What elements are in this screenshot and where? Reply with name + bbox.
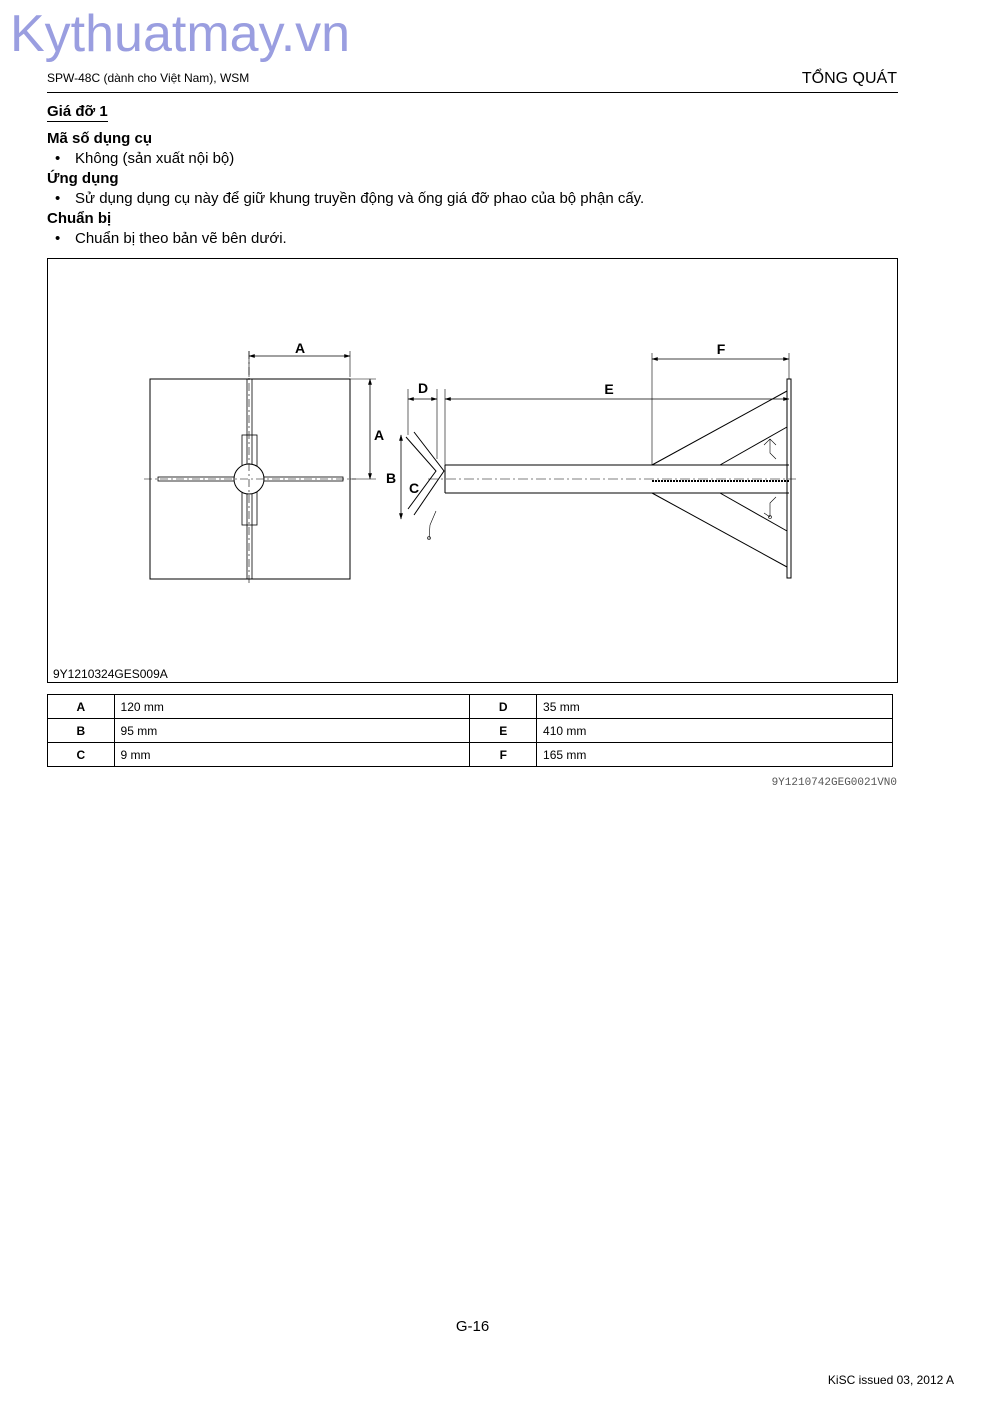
technical-drawing	[48, 259, 897, 682]
dimension-value: 120 mm	[114, 695, 470, 719]
bullet-preparation	[55, 230, 287, 247]
upper-brace-outer	[652, 391, 787, 465]
dimension-value: 410 mm	[537, 719, 893, 743]
bullet-symbol: •	[55, 150, 61, 167]
bent-bracket-outer	[406, 437, 436, 509]
dimension-key: C	[48, 743, 115, 767]
header-section-name: TỔNG QUÁT	[801, 70, 897, 87]
table-row	[48, 695, 893, 719]
bullet-symbol: •	[55, 190, 61, 207]
label-d: D	[417, 380, 429, 396]
bullet-tool-code	[55, 150, 234, 167]
header-divider	[47, 92, 898, 93]
dimension-key: D	[470, 695, 537, 719]
end-plate	[787, 379, 791, 578]
bullet-text: Sử dụng dụng cụ này để giữ khung truyền động và ống giá đỡ phao của bộ phận cấy.	[75, 190, 645, 207]
dimensions-table	[47, 694, 893, 767]
heading-preparation: Chuẩn bị	[47, 210, 112, 227]
dimension-value: 165 mm	[537, 743, 893, 767]
label-e: E	[604, 381, 614, 397]
issued-note: KiSC issued 03, 2012 A	[827, 1373, 954, 1387]
dimension-key: E	[470, 719, 537, 743]
table-row	[48, 743, 893, 767]
upper-brace-inner	[720, 427, 787, 465]
heading-tool-code: Mã số dụng cụ	[47, 130, 152, 147]
watermark-logo: Kythuatmay.vn	[10, 5, 351, 63]
lower-brace-inner	[720, 493, 787, 531]
section-title: Giá đỡ 1	[47, 103, 108, 120]
bullet-text: Không (sản xuất nội bộ)	[75, 150, 235, 167]
page-number: G-16	[455, 1318, 490, 1335]
technical-drawing-frame	[47, 258, 898, 683]
label-c: C	[408, 480, 420, 496]
label-f: F	[716, 341, 726, 357]
dimension-key: B	[48, 719, 115, 743]
table-row	[48, 719, 893, 743]
dimension-key: F	[470, 743, 537, 767]
bullet-application	[55, 190, 644, 207]
figure-code: 9Y1210324GES009A	[53, 667, 168, 681]
label-a-side: A	[373, 427, 385, 443]
dimension-value: 95 mm	[114, 719, 470, 743]
label-a-top: A	[294, 340, 306, 356]
bent-bracket-inner	[414, 432, 444, 515]
dimension-value: 35 mm	[537, 695, 893, 719]
label-b: B	[385, 470, 397, 486]
dimension-key: A	[48, 695, 115, 719]
dimension-value: 9 mm	[114, 743, 470, 767]
heading-application: Ứng dụng	[47, 170, 119, 187]
header-manual-title: SPW-48C (dành cho Việt Nam), WSM	[47, 71, 250, 85]
bullet-text: Chuẩn bị theo bản vẽ bên dưới.	[75, 230, 287, 247]
lower-brace-outer	[652, 493, 787, 567]
bullet-symbol: •	[55, 230, 61, 247]
document-code: 9Y1210742GEG0021VN0	[771, 777, 897, 789]
